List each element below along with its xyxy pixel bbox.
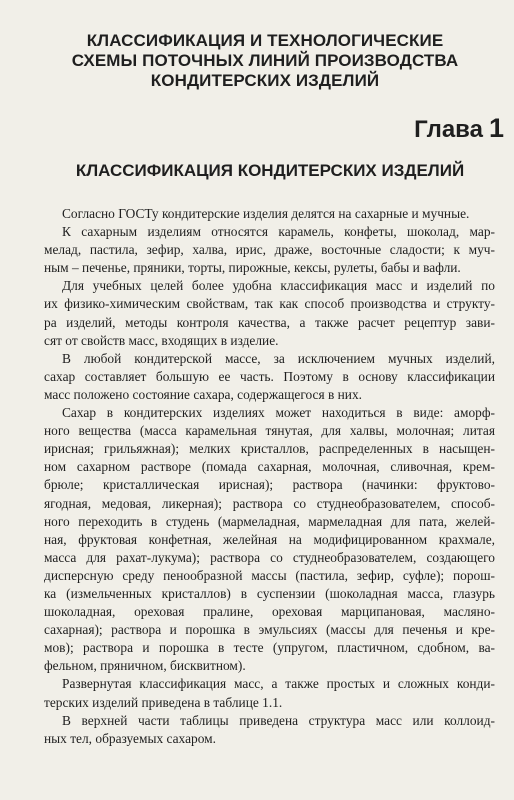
text-line: Для учебных целей более удобна классификация масс и изделий по — [62, 278, 495, 294]
text-line: ная, фруктовая конфетная, желейная на модифицированном крахмале, — [44, 531, 495, 547]
chapter-label: Глава — [414, 116, 483, 143]
body-text — [44, 205, 495, 748]
text-line: ном сахарном растворе (помада сахарная, молочная, сливочная, крем- — [44, 459, 495, 475]
chapter-title: КЛАССИФИКАЦИЯ КОНДИТЕРСКИХ ИЗДЕЛИЙ — [75, 161, 465, 180]
text-line: терских изделий приведена в таблице 1.1. — [44, 694, 283, 710]
text-line: ного переходить в студень (мармеладная, мармеладная для пата, желей- — [44, 513, 495, 529]
part-title-line: КОНДИТЕРСКИХ ИЗДЕЛИЙ — [150, 71, 380, 90]
text-line: ирисная; грильяжная); мелких кристаллов, распределенных в насыщен- — [44, 441, 495, 457]
text-line: ного вещества (масса карамельная тянутая, для халвы, молочная; литая — [44, 423, 495, 439]
part-title-line: КЛАССИФИКАЦИЯ И ТЕХНОЛОГИЧЕСКИЕ — [86, 31, 444, 50]
text-line: масса для рахат-лукума); раствора со студнеобразователем, создающего — [44, 549, 495, 565]
text-line: ных тел, образуемых сахаром. — [44, 730, 216, 746]
text-line: Сахар в кондитерских изделиях может находиться в виде: аморф- — [62, 405, 495, 421]
part-title-line: СХЕМЫ ПОТОЧНЫХ ЛИНИЙ ПРОИЗВОДСТВА — [71, 51, 459, 70]
text-line: мов); раствора и порошка в тесте (упругом, пластичном, сдобном, ва- — [44, 640, 495, 656]
text-line: К сахарным изделиям относятся карамель, конфеты, шоколад, мар- — [62, 224, 495, 240]
text-line: дисперсную среду пенообразной массы (пастила, зефир, суфле); порош- — [44, 567, 495, 583]
text-line: фельном, пряничном, бисквитном). — [44, 658, 246, 674]
text-line: шоколадная, ореховая пралине, ореховая марципановая, масляно- — [44, 604, 495, 620]
text-line: ным – печенье, пряники, торты, пирожные, кексы, рулеты, бабы и вафли. — [44, 260, 461, 276]
text-line: сят от свойств масс, входящих в изделие. — [44, 332, 279, 348]
text-line: брюле; кристаллическая ирисная); раствора (начинки: фруктово- — [44, 477, 495, 493]
text-line: их физико-химическим свойствам, так как способ производства и структу- — [44, 296, 495, 312]
text-line: сахарная); раствора и порошка в эмульсиях (массы для печенья и кре- — [44, 622, 495, 638]
text-line: сахар составляет большую ее часть. Поэтому в основу классификации — [44, 368, 495, 384]
text-line: Развернутая классификация масс, а также простых и сложных конди- — [62, 676, 495, 692]
text-line: ягодная, медовая, ликерная); раствора со студнеобразователем, способ- — [44, 495, 495, 511]
text-line: масс положено состояние сахара, содержащегося в них. — [44, 386, 363, 402]
text-line: Согласно ГОСТу кондитерские изделия делятся на сахарные и мучные. — [62, 206, 470, 221]
chapter-heading — [414, 113, 504, 144]
text-line: ка (измельченных кристаллов) в суспензии (шоколадная масса, глазурь — [44, 585, 495, 601]
chapter-number: 1 — [488, 113, 504, 143]
text-line: ра изделий, методы контроля качества, а также расчет рецептур зави- — [44, 314, 495, 330]
text-line: В верхней части таблицы приведена структура масс или коллоид- — [62, 712, 495, 728]
part-title — [30, 31, 500, 91]
text-line: В любой кондитерской массе, за исключением мучных изделий, — [62, 350, 495, 366]
text-line: мелад, пастила, зефир, халва, ирис, драже, восточные сладости; к муч- — [44, 242, 495, 258]
